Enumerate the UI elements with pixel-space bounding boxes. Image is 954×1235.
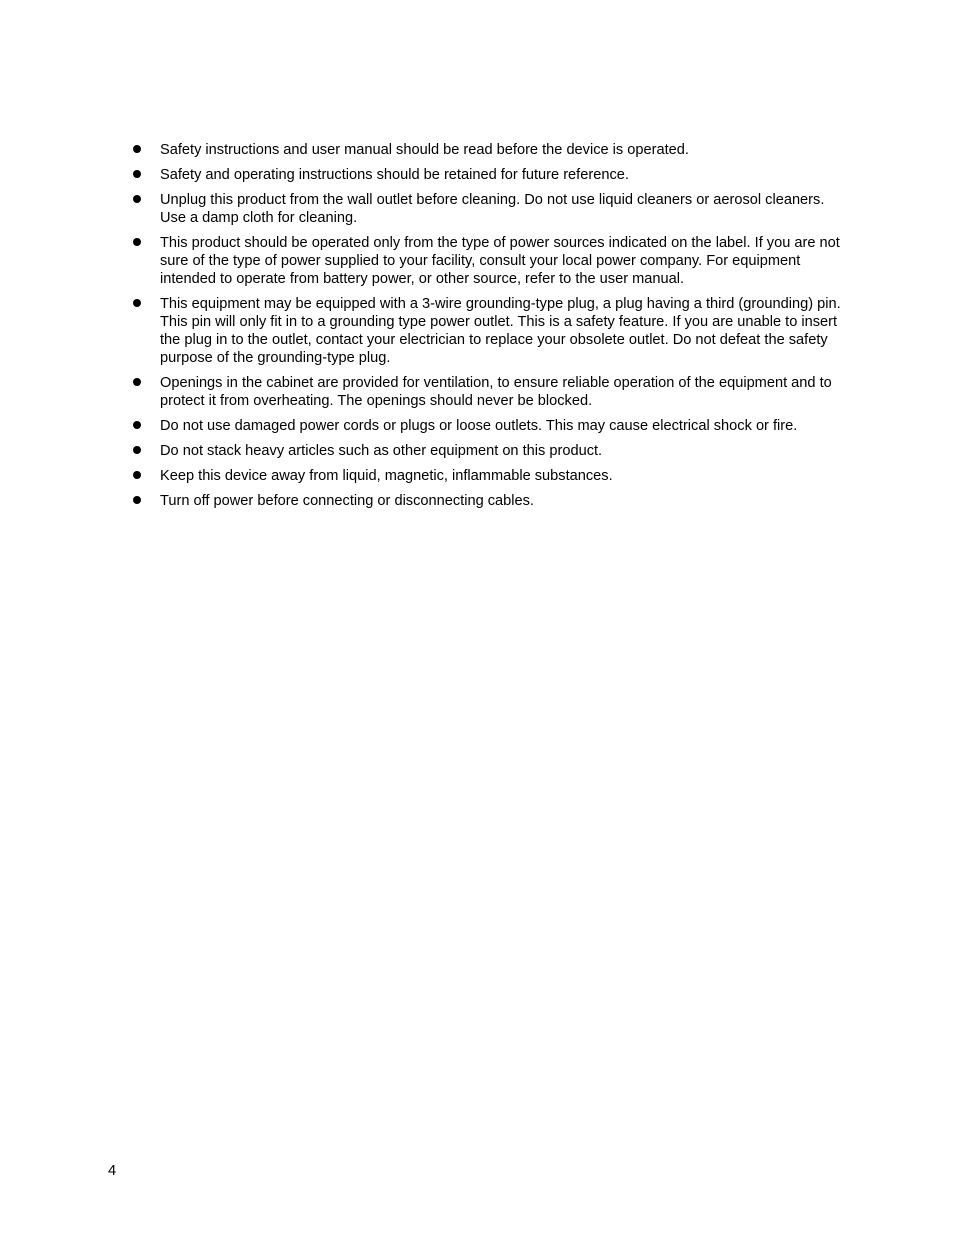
safety-instructions-list <box>131 141 851 517</box>
bullet-icon <box>133 238 141 246</box>
list-item <box>131 417 851 435</box>
list-item-text: This equipment may be equipped with a 3-wire grounding-type plug, a plug having a third (grounding) pin. This pin will only fit in to a grounding type power outlet. This is a safety feature. If you are unable to insert the plug in to the outlet, contact your electrician to replace your obsolete outlet. Do not defeat the safety purpose of the grounding-type plug. <box>160 296 841 366</box>
list-item <box>131 141 851 159</box>
bullet-icon <box>133 471 141 479</box>
bullet-icon <box>133 145 141 153</box>
list-item-text: Safety and operating instructions should be retained for future reference. <box>160 167 629 183</box>
list-item-text: Turn off power before connecting or disconnecting cables. <box>160 493 534 509</box>
list-item <box>131 295 851 367</box>
bullet-icon <box>133 446 141 454</box>
bullet-icon <box>133 378 141 386</box>
list-item <box>131 374 851 410</box>
bullet-icon <box>133 496 141 504</box>
page-number: 4 <box>108 1163 117 1179</box>
list-item-text: This product should be operated only from the type of power sources indicated on the label. If you are not sure of the type of power supplied to your facility, consult your local power company. For equipment intended to operate from battery power, or other source, refer to the user manual. <box>160 235 840 287</box>
bullet-icon <box>133 421 141 429</box>
list-item <box>131 467 851 485</box>
list-item <box>131 442 851 460</box>
bullet-icon <box>133 170 141 178</box>
list-item-text: Openings in the cabinet are provided for ventilation, to ensure reliable operation of the equipment and to protect it from overheating. The openings should never be blocked. <box>160 375 832 409</box>
list-item <box>131 492 851 510</box>
list-item <box>131 191 851 227</box>
list-item-text: Keep this device away from liquid, magnetic, inflammable substances. <box>160 468 613 484</box>
bullet-icon <box>133 299 141 307</box>
list-item <box>131 234 851 288</box>
list-item-text: Do not stack heavy articles such as other equipment on this product. <box>160 443 603 459</box>
list-item-text: Do not use damaged power cords or plugs or loose outlets. This may cause electrical shock or fire. <box>160 418 798 434</box>
bullet-icon <box>133 195 141 203</box>
list-item-text: Safety instructions and user manual should be read before the device is operated. <box>160 142 689 158</box>
list-item <box>131 166 851 184</box>
list-item-text: Unplug this product from the wall outlet before cleaning. Do not use liquid cleaners or aerosol cleaners. Use a damp cloth for cleaning. <box>160 192 825 226</box>
